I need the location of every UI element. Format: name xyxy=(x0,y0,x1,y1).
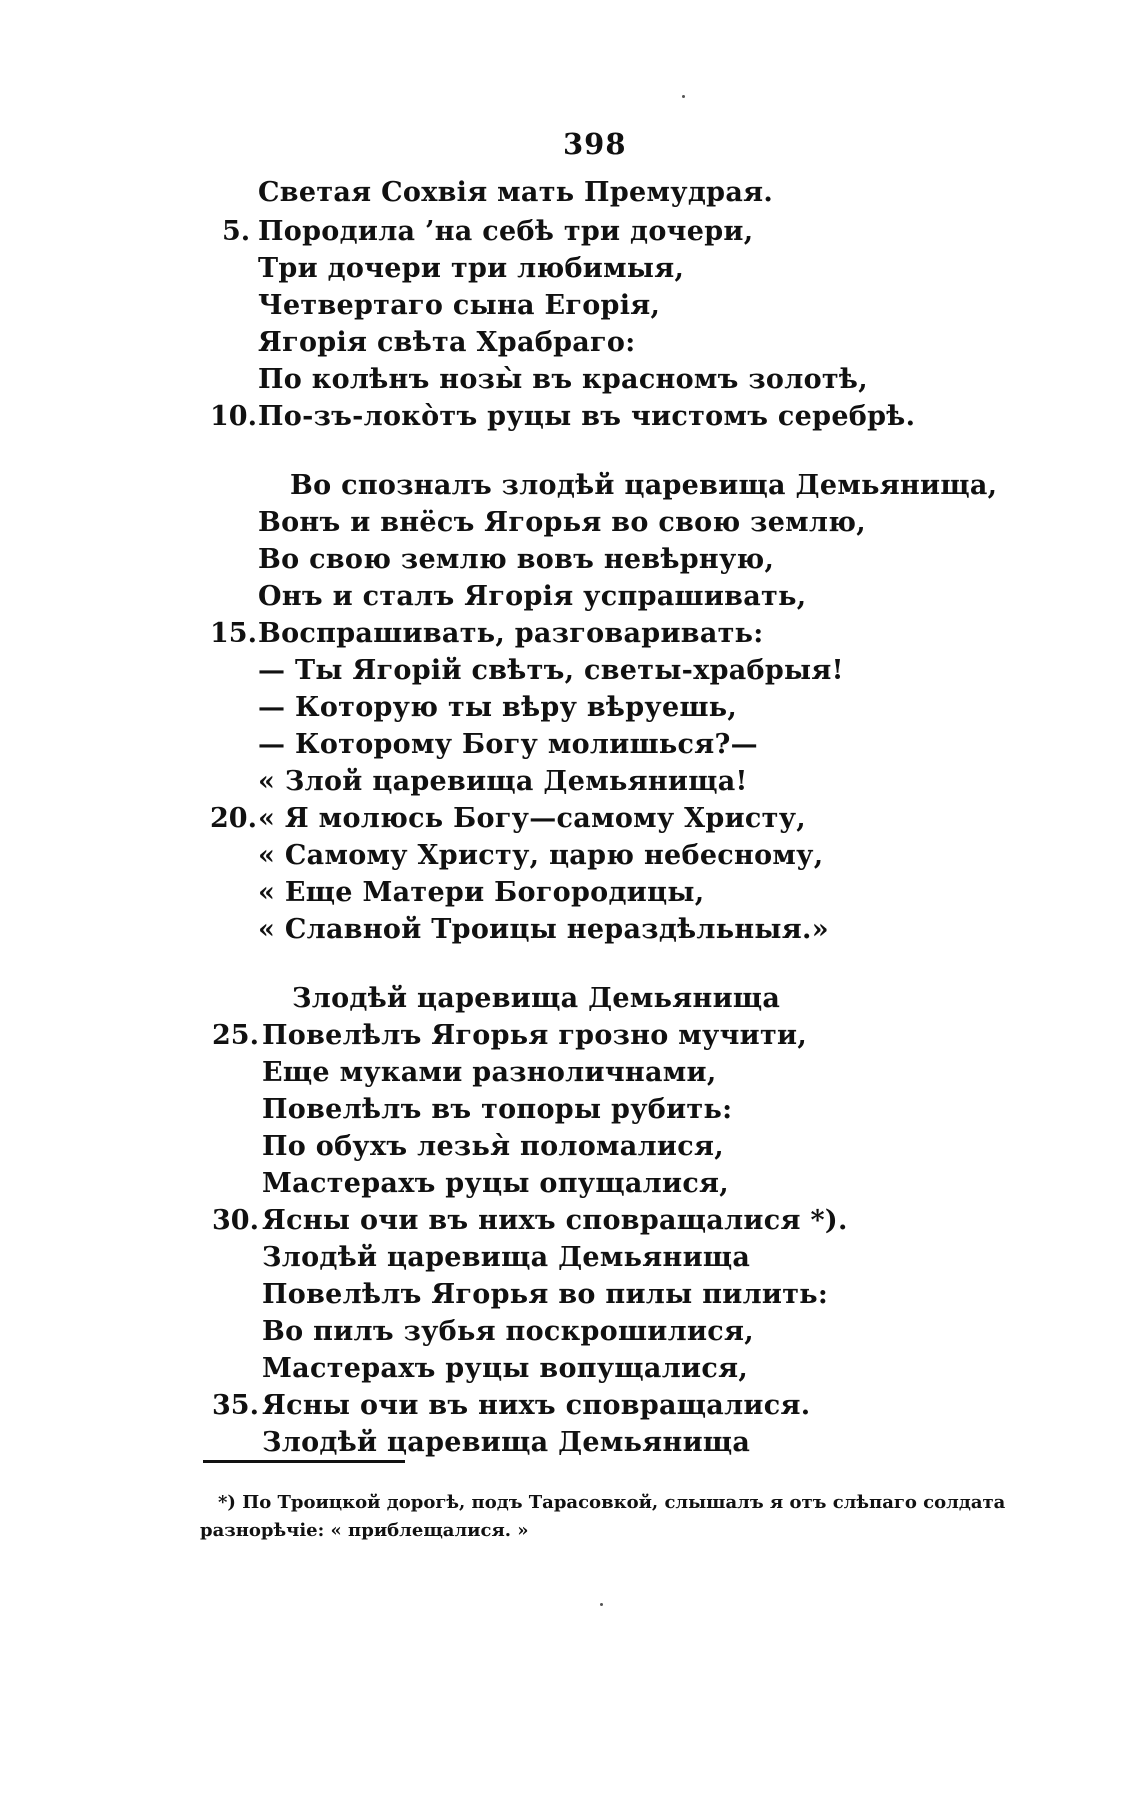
verse-line: Еще муками разноличнами, xyxy=(262,1057,717,1088)
line-number: 25. xyxy=(212,1020,259,1051)
verse-line: — Которому Богу молишься?— xyxy=(258,729,758,760)
verse-line: Во спозналъ злодѣй царевища Демьянища, xyxy=(290,470,998,501)
verse-line: Повелѣлъ Ягорья во пилы пилить: xyxy=(262,1279,829,1310)
verse-line: Злодѣй царевища Демьянища xyxy=(262,1427,751,1458)
line-number: 10. xyxy=(210,401,257,432)
verse-line: Ясны очи въ нихъ сповращалися. xyxy=(262,1390,811,1421)
verse-line: Мастерахъ руцы опущалися, xyxy=(262,1168,730,1199)
verse-line: Ясны очи въ нихъ сповращалися *). xyxy=(262,1205,848,1236)
footnote-rule xyxy=(203,1460,405,1463)
verse-line: Во пилъ зубья поскрошилися, xyxy=(262,1316,754,1347)
line-number: 15. xyxy=(210,618,257,649)
line-number: 30. xyxy=(212,1205,259,1236)
verse-line: Повелѣлъ Ягорья грозно мучити, xyxy=(262,1020,808,1051)
verse-line: Повелѣлъ въ топоры рубить: xyxy=(262,1094,733,1125)
verse-line: — Ты Ягорій свѣтъ, светы-храбрыя! xyxy=(258,655,844,686)
scan-speck xyxy=(600,1603,603,1606)
verse-line: Три дочери три любимыя, xyxy=(258,253,685,284)
verse-line: « Славной Троицы нераздѣльныя.» xyxy=(258,914,829,945)
verse-line: Породила ’на себѣ три дочери, xyxy=(258,216,754,247)
verse-line: Вонъ и внёсъ Ягорья во свою землю, xyxy=(258,507,866,538)
line-number: 5. xyxy=(222,216,251,247)
footnote-line: *) По Троицкой дорогѣ, подъ Тарасовкой, слышалъ я отъ слѣпаго солдата xyxy=(218,1492,1006,1513)
line-number: 20. xyxy=(210,803,257,834)
scan-speck xyxy=(682,95,685,98)
verse-line: « Злой царевища Демьянища! xyxy=(258,766,748,797)
verse-line: Во свою землю вовъ невѣрную, xyxy=(258,544,775,575)
verse-line: Воспрашивать, разговаривать: xyxy=(258,618,764,649)
page-number: 398 xyxy=(563,127,627,161)
verse-line: Ягорія свѣта Храбраго: xyxy=(258,327,636,358)
verse-line: « Я молюсь Богу—самому Христу, xyxy=(258,803,806,834)
footnote-line: разнорѣчіе: « приблещалися. » xyxy=(200,1520,529,1541)
verse-line: — Которую ты вѣру вѣруешь, xyxy=(258,692,738,723)
line-number: 35. xyxy=(212,1390,259,1421)
verse-line: Светая Сохвія мать Премудрая. xyxy=(258,177,774,208)
verse-line: Злодѣй царевища Демьянища xyxy=(292,983,781,1014)
verse-line: Мастерахъ руцы вопущалися, xyxy=(262,1353,749,1384)
verse-line: « Самому Христу, царю небесному, xyxy=(258,840,824,871)
verse-line: По колѣнъ нозы̀ въ красномъ золотѣ, xyxy=(258,364,868,395)
verse-line: По-зъ-локо̀тъ руцы въ чистомъ серебрѣ. xyxy=(258,401,916,432)
verse-line: Четвертаго сына Егорія, xyxy=(258,290,661,321)
verse-line: « Еще Матери Богородицы, xyxy=(258,877,705,908)
verse-line: Злодѣй царевища Демьянища xyxy=(262,1242,751,1273)
verse-line: По обухъ лезья̀ поломалися, xyxy=(262,1131,724,1162)
verse-line: Онъ и сталъ Ягорія успрашивать, xyxy=(258,581,807,612)
